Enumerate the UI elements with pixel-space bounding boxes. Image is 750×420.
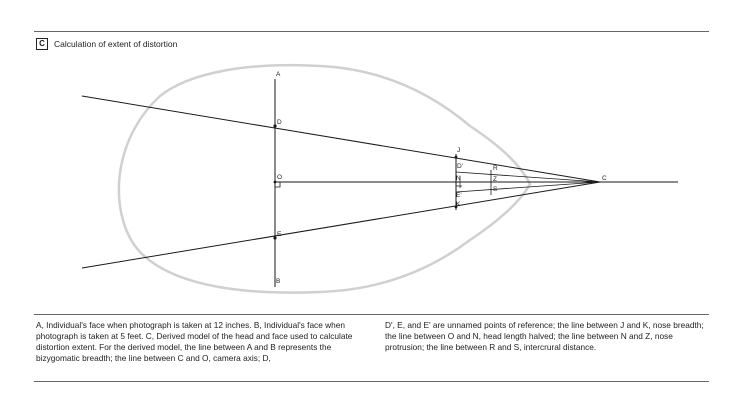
label-b: B xyxy=(276,278,281,285)
upper-ray xyxy=(82,96,600,182)
panel-title: Calculation of extent of distortion xyxy=(54,39,178,49)
lower-ray xyxy=(82,182,600,268)
label-d: D xyxy=(277,119,282,126)
label-s: S xyxy=(493,186,498,193)
label-c: C xyxy=(602,175,607,182)
inner-ray-lower xyxy=(456,182,600,192)
caption-left-column: A, Individual's face when photograph is taken at 12 inches. B, Individual's face when photograph is taken at 5 feet. C, Derived model of the head and face used to calculate distortion extent. For the derived model, the line between A and B represents the bizygomatic breadth; the line between C and O, camera axis; D, xyxy=(36,320,353,363)
head-outline xyxy=(119,65,530,292)
label-d-prime: D' xyxy=(457,163,463,170)
label-k: K xyxy=(456,201,461,208)
label-j: J xyxy=(457,147,461,154)
caption-right-column: D', E, and E' are unnamed points of reference; the line between J and K, nose breadth; the line between O and N, head length halved; the line between N and Z, nose protrusion; the line between R and S, intercrural distance. xyxy=(385,320,704,352)
label-e-prime: E' xyxy=(456,192,462,199)
point-o-marker xyxy=(274,181,277,184)
label-z: Z xyxy=(493,176,497,183)
point-j-marker xyxy=(455,156,458,159)
label-e: E xyxy=(277,231,282,238)
panel-letter-box: C xyxy=(36,38,48,50)
label-r: R xyxy=(493,165,498,172)
label-o: O xyxy=(277,174,283,181)
caption-top-divider xyxy=(34,314,709,315)
label-a: A xyxy=(276,71,281,78)
caption-bottom-divider xyxy=(34,381,709,382)
label-n: N xyxy=(456,175,461,182)
